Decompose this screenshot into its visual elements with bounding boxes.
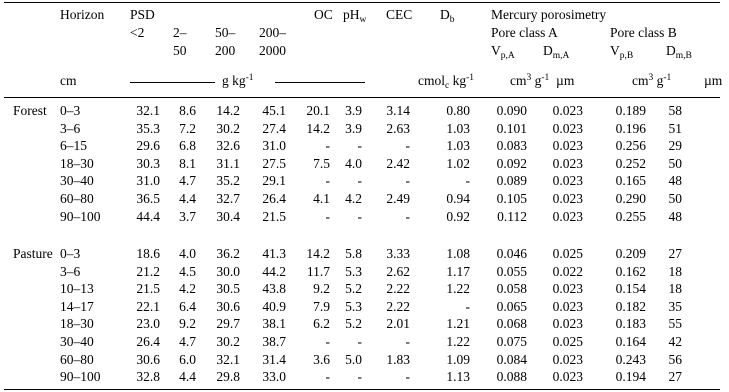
cell-vpa: 0.065	[496, 298, 527, 314]
cell-vpa: 0.090	[496, 103, 527, 118]
cell-horizon: 10–13	[60, 281, 94, 297]
cell-ph: 5.3	[345, 263, 362, 279]
cell-horizon: 60–80	[60, 351, 94, 367]
unit-cmol-sup: -1	[466, 73, 475, 83]
cell-vpa: 0.112	[497, 208, 527, 224]
cell-psd-50-200: 32.1	[216, 351, 240, 367]
cell-oc: -	[325, 369, 330, 385]
cell-dmb: 51	[668, 120, 682, 136]
header-psd-200b: 200–	[259, 25, 286, 40]
cell-psd-2-50: 8.1	[179, 155, 196, 171]
header-dma-main: D	[543, 43, 553, 58]
cell-cec: 1.83	[386, 351, 410, 367]
header-psd-50: 50	[173, 43, 187, 58]
header-vpb	[610, 43, 634, 61]
cell-psd-50-200: 29.8	[216, 369, 240, 385]
cell-vpb: 0.255	[615, 208, 646, 224]
cell-psd-2-50: 4.4	[179, 191, 196, 206]
cell-psd-50-200: 30.6	[216, 298, 240, 314]
cell-psd-200-2000: 43.8	[262, 281, 286, 297]
cell-vpb: 0.243	[615, 351, 646, 367]
cell-horizon: 90–100	[60, 208, 101, 224]
unit-cm3-b	[632, 74, 671, 88]
cell-horizon: 18–30	[60, 155, 94, 171]
cell-psd-2-50: 6.4	[179, 298, 196, 314]
cell-vpa: 0.083	[496, 138, 527, 154]
cell-db: 1.22	[446, 334, 470, 349]
cell-psd-lt2: 36.5	[136, 191, 160, 206]
cell-psd-2-50: 4.4	[179, 369, 196, 385]
cell-vpb: 0.182	[615, 298, 646, 314]
cell-psd-lt2: 21.2	[136, 263, 160, 279]
cell-horizon: 0–3	[60, 103, 81, 118]
cell-oc: 11.7	[306, 263, 330, 279]
cell-ph: -	[357, 334, 362, 349]
header-vpb-main: V	[610, 43, 620, 58]
cell-psd-2-50: 4.7	[179, 173, 196, 189]
cell-ph: -	[357, 173, 362, 189]
cell-psd-lt2: 30.6	[136, 351, 160, 367]
cell-oc: 14.2	[306, 246, 330, 261]
cell-psd-50-200: 32.6	[216, 138, 240, 154]
cell-horizon: 90–100	[60, 369, 101, 385]
cell-psd-50-200: 30.2	[216, 120, 240, 136]
cell-psd-50-200: 29.7	[216, 316, 240, 332]
unit-um-b: µm	[704, 73, 723, 88]
cell-db: 0.80	[446, 103, 470, 118]
cell-cec: 2.62	[386, 263, 410, 279]
cell-oc: -	[325, 138, 330, 154]
header-ph-sub: w	[359, 15, 367, 25]
cell-vpb: 0.209	[615, 246, 646, 261]
cell-psd-200-2000: 27.5	[262, 155, 286, 171]
cell-vpb: 0.194	[615, 369, 646, 385]
cell-psd-200-2000: 31.0	[262, 138, 286, 154]
cell-dmb: 29	[668, 138, 682, 154]
unit-gkg-main: g kg	[222, 73, 246, 88]
unit-cm3-a	[510, 74, 574, 88]
cell-psd-200-2000: 44.2	[262, 263, 286, 279]
unit-cm3-a-sup2: -1	[541, 73, 550, 83]
cell-psd-200-2000: 40.9	[262, 298, 286, 314]
unit-cm3-a-sup: 3	[526, 73, 532, 83]
cell-oc: -	[325, 173, 330, 189]
cell-vpa: 0.055	[496, 263, 527, 279]
cell-psd-200-2000: 21.5	[262, 208, 286, 224]
cell-dma: 0.023	[552, 120, 583, 136]
header-dmb	[666, 43, 692, 61]
header-psd-2: 2–	[173, 25, 187, 40]
header-db	[440, 7, 455, 25]
cell-oc: -	[325, 334, 330, 349]
cell-db: 1.17	[446, 263, 470, 279]
cell-psd-200-2000: 29.1	[262, 173, 286, 189]
cell-psd-200-2000: 38.7	[262, 334, 286, 349]
cell-psd-lt2: 31.0	[136, 173, 160, 189]
header-dmb-main: D	[666, 43, 676, 58]
header-cec: CEC	[386, 7, 413, 22]
cell-oc: 7.9	[313, 298, 330, 314]
cell-vpa: 0.088	[496, 369, 527, 385]
unit-cm3-b-sup: 3	[648, 73, 654, 83]
cell-psd-lt2: 32.1	[136, 103, 160, 118]
cell-dma: 0.023	[552, 298, 583, 314]
cell-ph: 5.3	[345, 298, 362, 314]
header-pore-class-a: Pore class A	[491, 25, 558, 40]
cell-vpb: 0.162	[615, 263, 646, 279]
cell-psd-50-200: 30.0	[216, 263, 240, 279]
cell-psd-lt2: 18.6	[136, 246, 160, 261]
cell-vpb: 0.256	[615, 138, 646, 154]
cell-vpa: 0.068	[496, 316, 527, 332]
header-horizon: Horizon	[60, 7, 105, 22]
cell-cec: 2.63	[386, 120, 410, 136]
header-oc: OC	[314, 7, 333, 22]
cell-vpa: 0.084	[496, 351, 527, 367]
cell-horizon: 6–15	[60, 138, 87, 154]
header-psd-200: 200	[215, 43, 236, 58]
cell-psd-50-200: 32.7	[216, 191, 240, 206]
cell-psd-50-200: 30.4	[216, 208, 240, 224]
header-dmb-sub: m,B	[675, 51, 692, 61]
cell-cec: 2.22	[386, 298, 410, 314]
cell-db: 1.08	[446, 246, 470, 261]
cell-psd-50-200: 14.2	[216, 103, 240, 118]
cell-dmb: 58	[668, 103, 682, 118]
cell-horizon: 14–17	[60, 298, 94, 314]
header-psd-2000: 2000	[259, 43, 286, 58]
cell-db: 1.03	[446, 138, 470, 154]
cell-db: 1.02	[446, 155, 470, 171]
cell-vpb: 0.154	[615, 281, 646, 297]
cell-db: 1.09	[446, 351, 470, 367]
cell-vpb: 0.189	[615, 103, 646, 118]
unit-cmol	[418, 73, 475, 91]
cell-ph: -	[357, 369, 362, 385]
cell-dmb: 18	[668, 263, 682, 279]
cell-cec: 2.22	[386, 281, 410, 297]
header-dma	[543, 43, 570, 61]
cell-oc: 7.5	[313, 155, 330, 171]
cell-horizon: 30–40	[60, 173, 94, 189]
cell-oc: 9.2	[313, 281, 330, 297]
cell-cec: 2.49	[386, 191, 410, 206]
cell-db: 0.94	[446, 191, 470, 206]
cell-psd-200-2000: 33.0	[262, 369, 286, 385]
cell-vpa: 0.105	[496, 191, 527, 206]
cell-vpb: 0.252	[615, 155, 646, 171]
header-psd-50b: 50–	[215, 25, 236, 40]
cell-psd-200-2000: 45.1	[262, 103, 286, 118]
header-vpa	[491, 43, 515, 61]
cell-oc: 4.1	[313, 191, 330, 206]
cell-vpa: 0.058	[496, 281, 527, 297]
unit-cm3-a-tail: g	[531, 73, 542, 88]
cell-vpa: 0.046	[496, 246, 527, 261]
cell-dma: 0.023	[552, 369, 583, 385]
cell-ph: 5.0	[345, 351, 362, 367]
unit-cm3-b-main: cm	[632, 73, 649, 88]
cell-psd-200-2000: 38.1	[262, 316, 286, 332]
cell-psd-200-2000: 26.4	[262, 191, 286, 206]
cell-dmb: 48	[668, 173, 682, 189]
cell-vpa: 0.089	[496, 173, 527, 189]
cell-psd-2-50: 9.2	[179, 316, 196, 332]
header-mercury-porosimetry: Mercury porosimetry	[491, 7, 607, 22]
cell-oc: 3.6	[313, 351, 330, 367]
cell-db: -	[465, 298, 470, 314]
cell-dma: 0.025	[552, 334, 583, 349]
cell-dmb: 27	[668, 246, 682, 261]
header-vpb-sub: p,B	[619, 51, 634, 61]
cell-horizon: 60–80	[60, 191, 94, 206]
unit-cmol-tail: kg	[449, 73, 467, 88]
cell-psd-2-50: 7.2	[179, 120, 196, 136]
cell-horizon: 3–6	[60, 263, 81, 279]
cell-cec: -	[405, 138, 410, 154]
unit-gkg-sup: -1	[245, 73, 254, 83]
cell-psd-lt2: 26.4	[136, 334, 160, 349]
header-psd: PSD	[130, 7, 155, 22]
cell-dma: 0.023	[552, 138, 583, 154]
cell-vpb: 0.196	[615, 120, 646, 136]
cell-psd-50-200: 31.1	[216, 155, 240, 171]
cell-vpa: 0.092	[496, 155, 527, 171]
cell-dma: 0.023	[552, 173, 583, 189]
cell-db: 1.21	[446, 316, 470, 332]
cell-horizon: 0–3	[60, 246, 81, 261]
cell-oc: 20.1	[306, 103, 330, 118]
group-label: Forest	[13, 103, 47, 118]
header-ph	[343, 7, 367, 25]
header-vpa-main: V	[491, 43, 501, 58]
cell-psd-lt2: 23.0	[136, 316, 160, 332]
cell-ph: -	[357, 138, 362, 154]
cell-ph: 3.9	[345, 103, 362, 118]
cell-vpb: 0.290	[615, 191, 646, 206]
cell-psd-50-200: 35.2	[216, 173, 240, 189]
cell-psd-50-200: 30.5	[216, 281, 240, 297]
cell-dma: 0.023	[552, 155, 583, 171]
cell-vpb: 0.165	[615, 173, 646, 189]
cell-psd-2-50: 3.7	[179, 208, 196, 224]
cell-dmb: 48	[668, 208, 682, 224]
unit-cm3-a-main: cm	[510, 73, 527, 88]
unit-line-right	[275, 82, 365, 83]
cell-db: 0.92	[446, 208, 470, 224]
cell-cec: -	[405, 208, 410, 224]
header-dma-sub: m,A	[552, 51, 570, 61]
cell-oc: 14.2	[306, 120, 330, 136]
cell-psd-2-50: 8.6	[179, 103, 196, 118]
cell-horizon: 30–40	[60, 334, 94, 349]
cell-dmb: 55	[668, 316, 682, 332]
cell-ph: 5.2	[345, 281, 362, 297]
cell-psd-200-2000: 41.3	[262, 246, 286, 261]
top-rule	[4, 2, 720, 3]
cell-dma: 0.023	[552, 191, 583, 206]
cell-dma: 0.023	[552, 103, 583, 118]
cell-cec: 2.01	[386, 316, 410, 332]
cell-ph: 4.2	[345, 191, 362, 206]
cell-psd-lt2: 21.5	[136, 281, 160, 297]
cell-cec: 3.33	[386, 246, 410, 261]
cell-psd-lt2: 22.1	[136, 298, 160, 314]
unit-cm: cm	[60, 73, 77, 88]
cell-ph: -	[357, 208, 362, 224]
cell-psd-lt2: 30.3	[136, 155, 160, 171]
cell-psd-2-50: 6.8	[179, 138, 196, 154]
cell-psd-50-200: 30.2	[216, 334, 240, 349]
cell-ph: 5.2	[345, 316, 362, 332]
header-ph-main: pH	[343, 7, 360, 22]
cell-dmb: 50	[668, 191, 682, 206]
cell-vpa: 0.075	[496, 334, 527, 349]
cell-dmb: 56	[668, 351, 682, 367]
cell-dmb: 35	[668, 298, 682, 314]
cell-dma: 0.023	[552, 316, 583, 332]
cell-psd-2-50: 4.0	[179, 246, 196, 261]
cell-psd-lt2: 29.6	[136, 138, 160, 154]
cell-db: 1.13	[446, 369, 470, 385]
cell-psd-lt2: 35.3	[136, 120, 160, 136]
cell-db: 1.03	[446, 120, 470, 136]
cell-cec: -	[405, 369, 410, 385]
cell-dma: 0.025	[552, 246, 583, 261]
header-vpa-sub: p,A	[500, 51, 515, 61]
cell-cec: -	[405, 334, 410, 349]
cell-psd-2-50: 4.7	[179, 334, 196, 349]
cell-dmb: 42	[668, 334, 682, 349]
cell-db: -	[465, 173, 470, 189]
cell-dma: 0.022	[552, 263, 583, 279]
unit-line-left	[130, 82, 215, 83]
unit-um-a: µm	[549, 73, 575, 88]
header-psd-lt2: <2	[130, 25, 145, 40]
header-rule	[4, 97, 720, 98]
unit-cm3-b-sup2: -1	[663, 73, 672, 83]
header-pore-class-b: Pore class B	[610, 25, 677, 40]
cell-cec: 3.14	[386, 103, 410, 118]
cell-dmb: 50	[668, 155, 682, 171]
cell-psd-200-2000: 31.4	[262, 351, 286, 367]
header-db-sub: b	[449, 15, 455, 25]
header-db-main: D	[440, 7, 450, 22]
cell-oc: 6.2	[313, 316, 330, 332]
cell-ph: 5.8	[345, 246, 362, 261]
cell-ph: 3.9	[345, 120, 362, 136]
cell-psd-lt2: 44.4	[136, 208, 160, 224]
cell-horizon: 3–6	[60, 120, 81, 136]
cell-cec: 2.42	[386, 155, 410, 171]
cell-db: 1.22	[446, 281, 470, 297]
unit-gkg	[222, 74, 254, 88]
cell-psd-lt2: 32.8	[136, 369, 160, 385]
unit-cmol-sub: c	[445, 81, 450, 91]
cell-psd-200-2000: 27.4	[262, 120, 286, 136]
cell-ph: 4.0	[345, 155, 362, 171]
cell-dma: 0.023	[552, 208, 583, 224]
bottom-rule	[4, 389, 720, 390]
cell-dma: 0.023	[552, 281, 583, 297]
cell-dmb: 18	[668, 281, 682, 297]
cell-dma: 0.023	[552, 351, 583, 367]
cell-psd-50-200: 36.2	[216, 246, 240, 261]
cell-psd-2-50: 4.2	[179, 281, 196, 297]
group-label: Pasture	[13, 246, 53, 261]
cell-psd-2-50: 4.5	[179, 263, 196, 279]
cell-oc: -	[325, 208, 330, 224]
cell-psd-2-50: 6.0	[179, 351, 196, 367]
unit-cm3-b-tail: g	[653, 73, 664, 88]
cell-cec: -	[405, 173, 410, 189]
cell-vpb: 0.183	[615, 316, 646, 332]
cell-horizon: 18–30	[60, 316, 94, 332]
cell-dmb: 27	[668, 369, 682, 385]
cell-vpb: 0.164	[615, 334, 646, 349]
cell-vpa: 0.101	[496, 120, 527, 136]
unit-cmol-main: cmol	[418, 73, 445, 88]
